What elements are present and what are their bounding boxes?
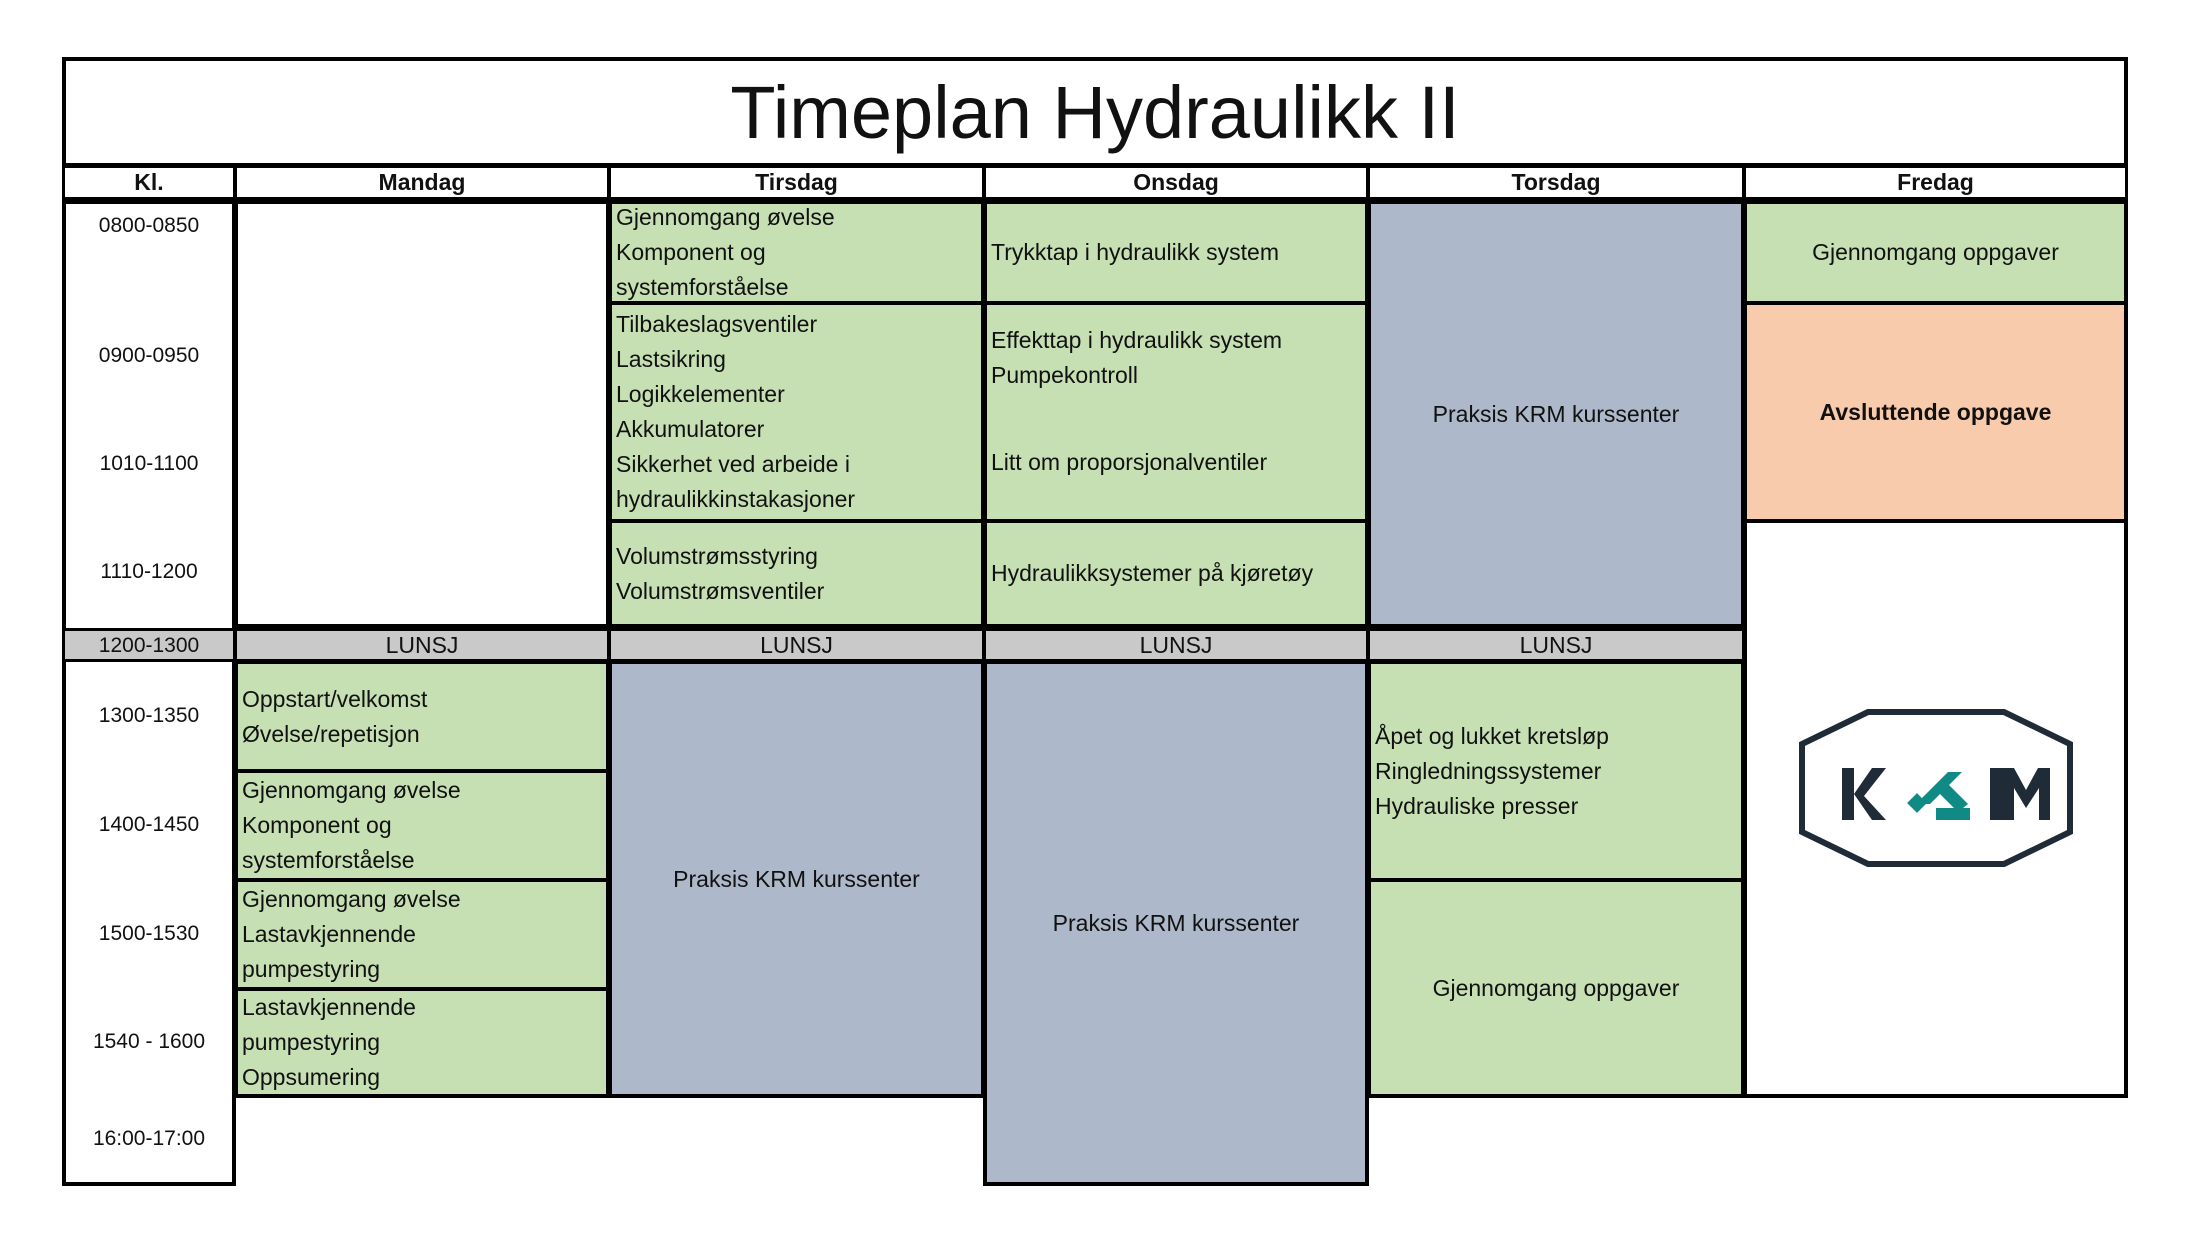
tirsdag-afternoon-praksis: Praksis KRM kurssenter [608, 660, 985, 1098]
torsdag-block-2: Gjennomgang oppgaver [1369, 880, 1743, 1096]
time-1200: 1200-1300 [62, 628, 236, 662]
time-1540: 1540 - 1600 [92, 1030, 206, 1053]
fredag-block-2: Avsluttende oppgave [1745, 303, 2126, 521]
fredag-divider [1745, 521, 2126, 523]
time-0900: 0900-0950 [98, 344, 200, 367]
header-torsdag: Torsdag [1367, 165, 1745, 200]
header-kl: Kl. [62, 165, 236, 200]
tirsdag-block-2: Tilbakeslagsventiler Lastsikring Logikkelementer Akkumulatorer Sikkerhet ved arbeide i hydraulikkinstakasjoner [610, 303, 983, 521]
torsdag-block-1: Åpet og lukket kretsløp Ringledningssystemer Hydrauliske presser [1369, 662, 1743, 880]
krm-logo-icon [1798, 708, 2074, 868]
time-1400: 1400-1450 [98, 813, 200, 836]
mandag-block-3: Gjennomgang øvelse Lastavkjennende pumpestyring [236, 880, 608, 989]
time-1300: 1300-1350 [98, 704, 200, 727]
onsdag-lunch: LUNSJ [983, 628, 1369, 662]
time-1110: 1110-1200 [100, 560, 198, 583]
time-1600: 16:00-17:00 [92, 1127, 206, 1150]
torsdag-morning-praksis: Praksis KRM kurssenter [1367, 200, 1745, 628]
header-fredag: Fredag [1743, 165, 2128, 200]
onsdag-block-2: Effekttap i hydraulikk system Pumpekontroll Litt om proporsjonalventiler [985, 303, 1367, 521]
tirsdag-lunch: LUNSJ [608, 628, 985, 662]
onsdag-block-3: Hydraulikksystemer på kjøretøy [985, 521, 1367, 626]
time-0800: 0800-0850 [98, 214, 200, 237]
mandag-lunch: LUNSJ [234, 628, 610, 662]
tirsdag-block-3: Volumstrømsstyring Volumstrømsventiler [610, 521, 983, 626]
torsdag-lunch: LUNSJ [1367, 628, 1745, 662]
time-1010: 1010-1100 [99, 452, 199, 475]
onsdag-afternoon-praksis: Praksis KRM kurssenter [983, 660, 1369, 1186]
mandag-morning-empty [234, 200, 610, 628]
header-mandag: Mandag [234, 165, 610, 200]
mandag-block-1: Oppstart/velkomst Øvelse/repetisjon [236, 662, 608, 771]
mandag-block-2: Gjennomgang øvelse Komponent og systemforståelse [236, 771, 608, 880]
header-onsdag: Onsdag [983, 165, 1369, 200]
page-title: Timeplan Hydraulikk II [62, 57, 2128, 167]
onsdag-block-1: Trykktap i hydraulikk system [985, 202, 1367, 303]
mandag-block-4: Lastavkjennende pumpestyring Oppsumering [236, 989, 608, 1096]
krm-logo [1798, 708, 2074, 868]
header-tirsdag: Tirsdag [608, 165, 985, 200]
time-1500: 1500-1530 [98, 922, 200, 945]
tirsdag-block-1: Gjennomgang øvelse Komponent og systemforståelse [610, 202, 983, 303]
fredag-block-1: Gjennomgang oppgaver [1745, 202, 2126, 303]
